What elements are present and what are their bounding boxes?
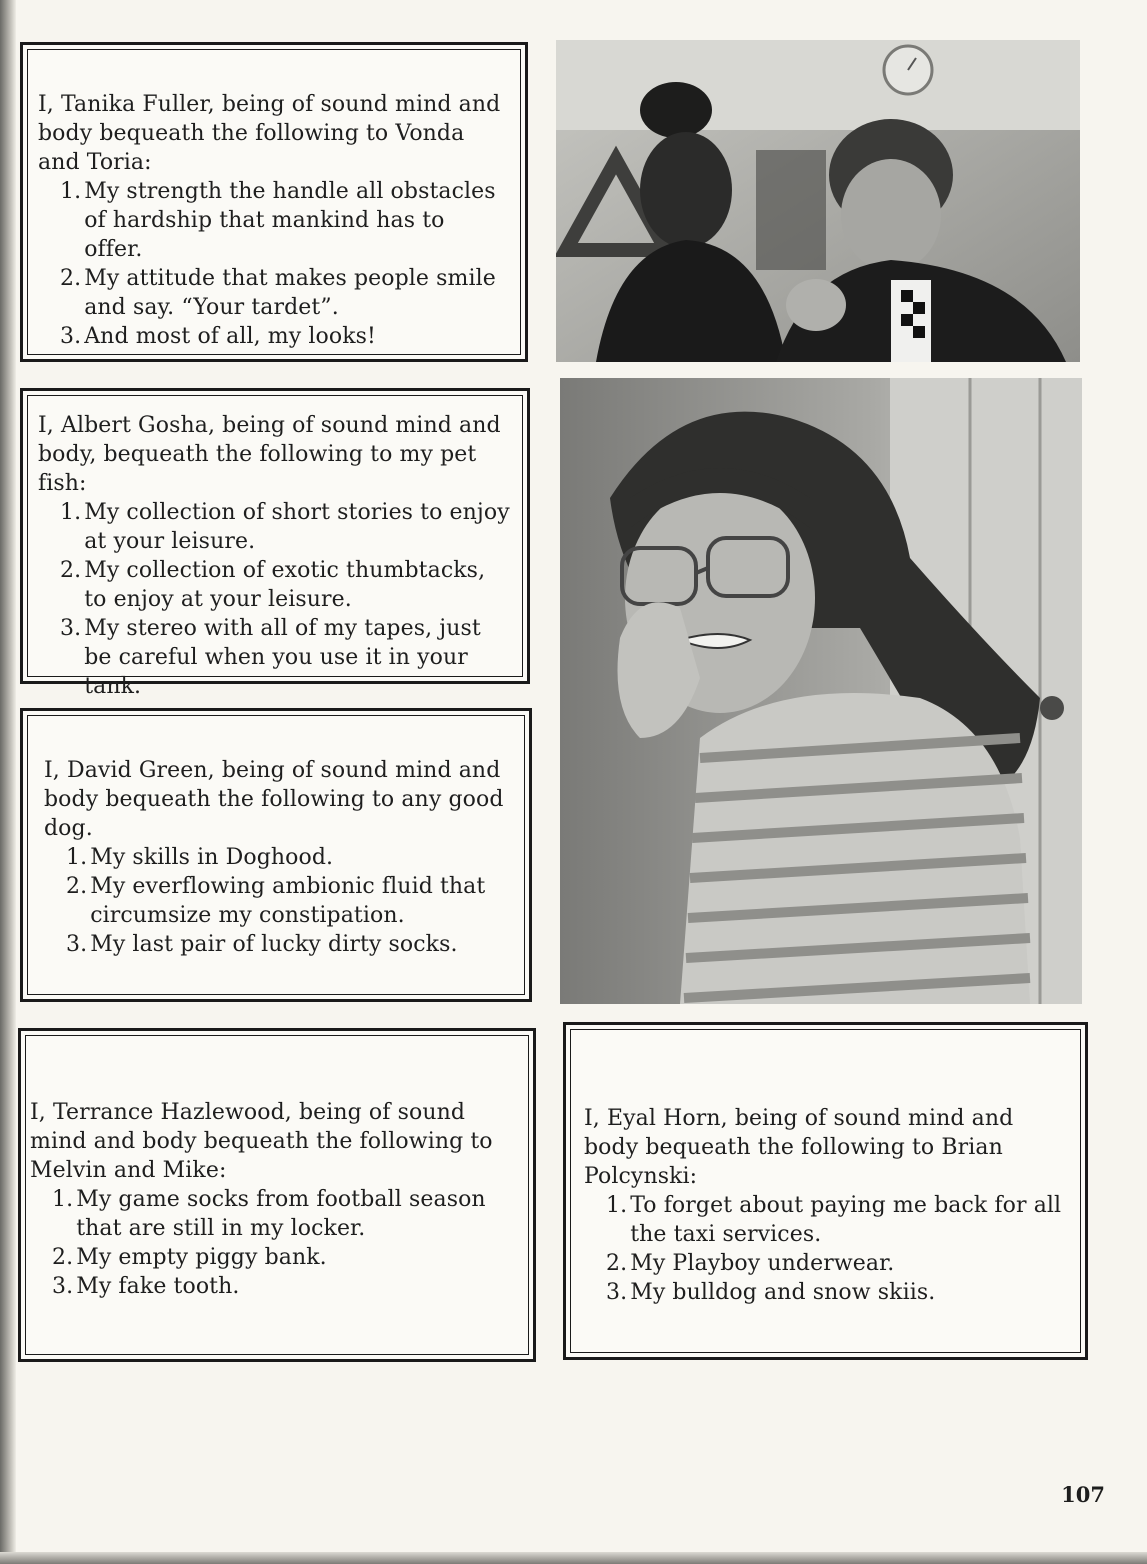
- bequest-item: 1. To forget about paying me back for all the taxi services.: [606, 1193, 1062, 1247]
- will-text-terrance-hazlewood: [30, 1098, 522, 1301]
- bequest-item: 2. My Playboy underwear.: [606, 1251, 895, 1276]
- will-intro: I, Albert Gosha, being of sound mind and body, bequeath the following to my pet fish:: [38, 413, 501, 496]
- bequest-item: 2. My everflowing ambionic fluid that circumsize my constipation.: [66, 874, 486, 928]
- will-text-eyal-horn: [584, 1104, 1074, 1307]
- bequest-list: [44, 843, 510, 959]
- will-intro: I, Tanika Fuller, being of sound mind and body bequeath the following to Vonda and Toria:: [38, 92, 501, 175]
- bequest-item: 3. My last pair of lucky dirty socks.: [66, 932, 458, 957]
- bequest-item: 3. My bulldog and snow skiis.: [606, 1280, 936, 1305]
- bequest-item: 3. My stereo with all of my tapes, just be careful when you use it in your tank.: [60, 616, 481, 699]
- will-intro: I, Terrance Hazlewood, being of sound mind and body bequeath the following to Melvin and Mike:: [30, 1100, 493, 1183]
- bequest-list: [38, 177, 508, 351]
- page-binding-edge: [0, 0, 16, 1564]
- will-text-albert-gosha: [38, 411, 512, 701]
- bequest-list: [30, 1185, 522, 1301]
- will-text-david-green: [44, 756, 510, 959]
- page-number: 107: [1061, 1482, 1105, 1507]
- will-intro: I, Eyal Horn, being of sound mind and body bequeath the following to Brian Polcynski:: [584, 1106, 1014, 1189]
- bequest-item: 3. And most of all, my looks!: [60, 324, 376, 349]
- will-text-tanika-fuller: [38, 90, 508, 351]
- photo-student-with-glasses: [560, 378, 1082, 1004]
- bequest-item: 3. My fake tooth.: [52, 1274, 240, 1299]
- bequest-item: 2. My collection of exotic thumbtacks, to enjoy at your leisure.: [60, 558, 486, 612]
- bequest-item: 1. My strength the handle all obstacles of hardship that mankind has to offer.: [60, 179, 496, 262]
- bequest-list: [584, 1191, 1074, 1307]
- bequest-item: 1. My collection of short stories to enjoy at your leisure.: [60, 500, 510, 554]
- bequest-item: 2. My attitude that makes people smile and say. “Your tardet”.: [60, 266, 496, 320]
- page-bottom-edge: [0, 1552, 1147, 1564]
- bequest-list: [38, 498, 512, 701]
- photo-two-students: [556, 40, 1080, 362]
- bequest-item: 1. My game socks from football season that are still in my locker.: [52, 1187, 486, 1241]
- bequest-item: 2. My empty piggy bank.: [52, 1245, 327, 1270]
- will-intro: I, David Green, being of sound mind and body bequeath the following to any good dog.: [44, 758, 504, 841]
- bequest-item: 1. My skills in Doghood.: [66, 845, 334, 870]
